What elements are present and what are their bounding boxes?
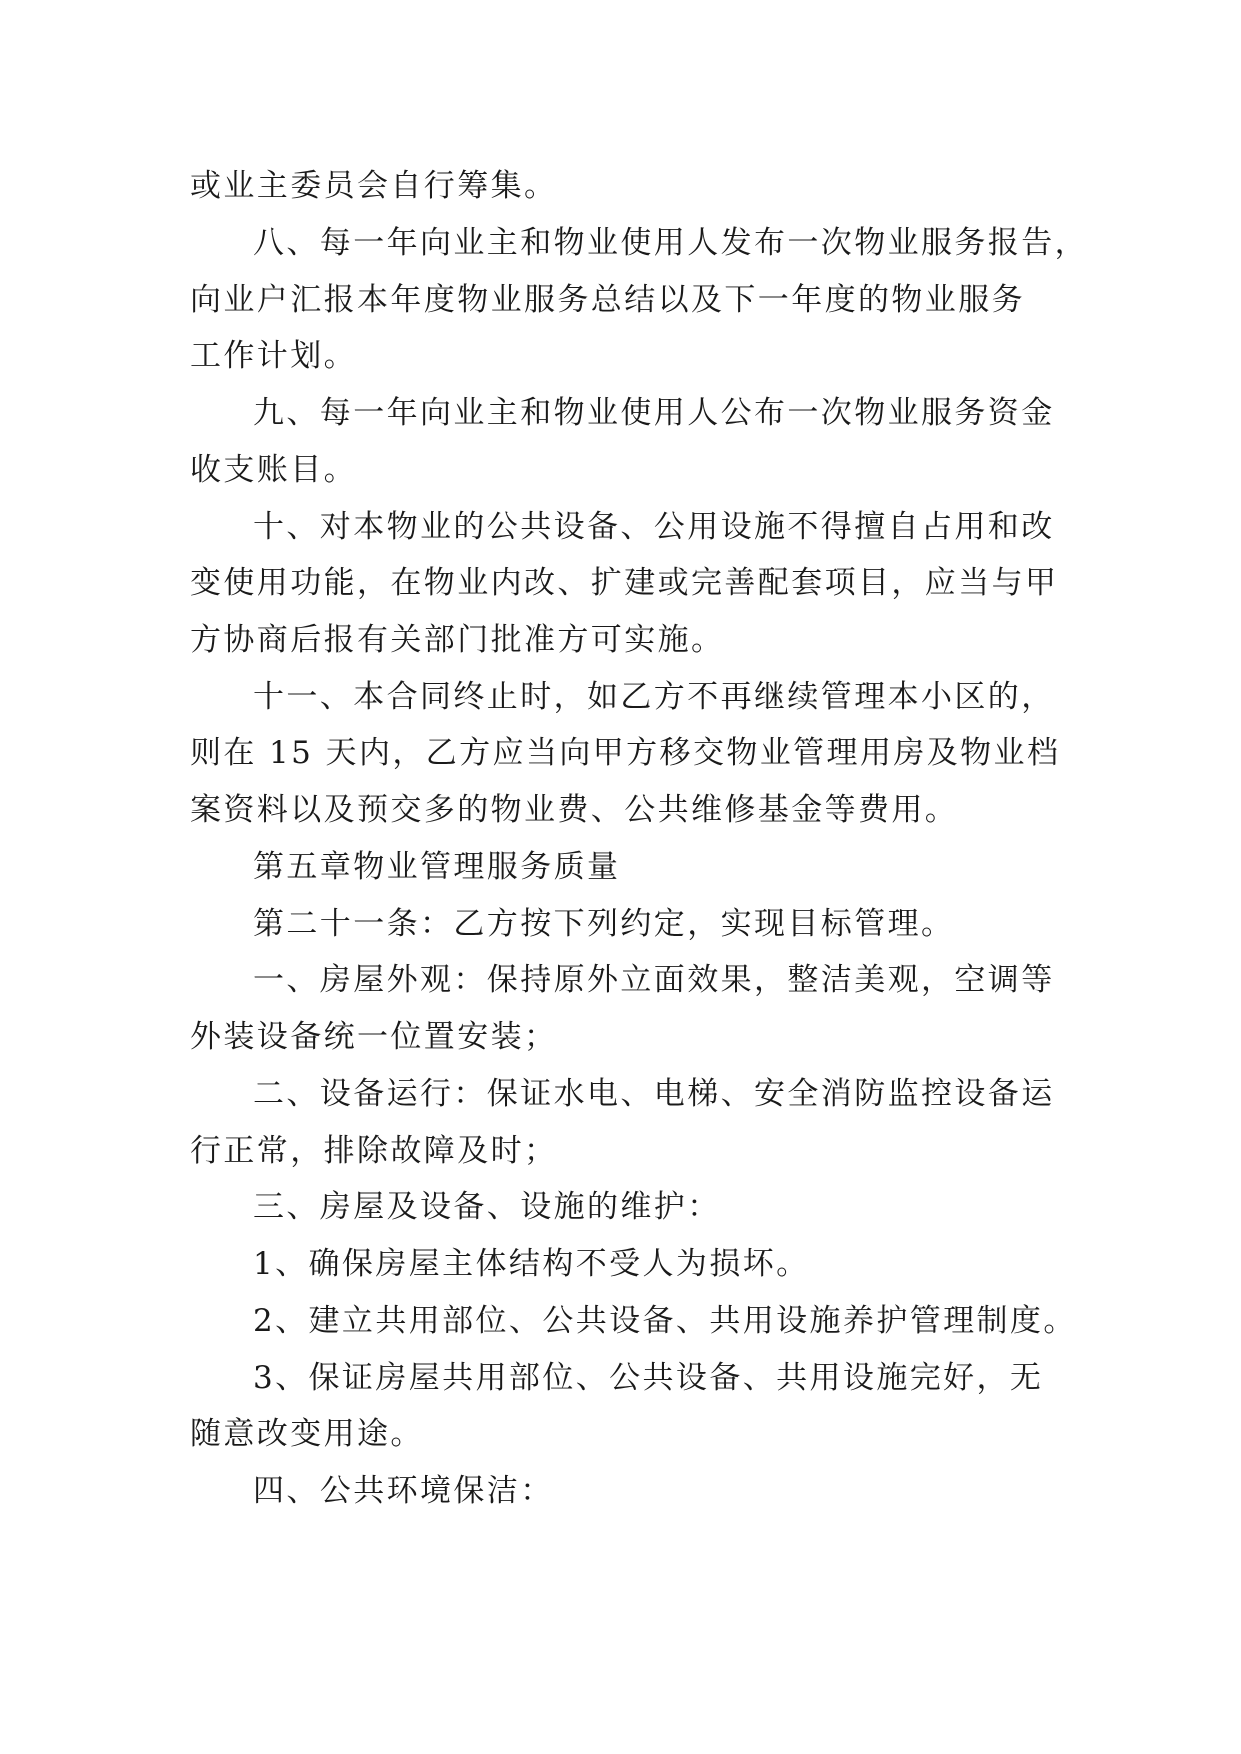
text-line: 八、每一年向业主和物业使用人发布一次物业服务报告， — [253, 225, 1088, 261]
text-line: 收支账目。 — [190, 452, 357, 488]
text-line: 三、房屋及设备、设施的维护： — [253, 1189, 721, 1225]
text-line: 一、房屋外观：保持原外立面效果，整洁美观，空调等 — [253, 962, 1055, 998]
text-line: 四、公共环境保洁： — [253, 1473, 554, 1509]
text-line: 向业户汇报本年度物业服务总结以及下一年度的物业服务 — [190, 282, 1025, 318]
text-line: 方协商后报有关部门批准方可实施。 — [190, 622, 725, 658]
text-line: 十、对本物业的公共设备、公用设施不得擅自占用和改 — [253, 509, 1055, 545]
section-heading: 第五章物业管理服务质量 — [253, 849, 621, 885]
text-line: 第二十一条：乙方按下列约定，实现目标管理。 — [253, 906, 955, 942]
text-line: 行正常，排除故障及时； — [190, 1133, 558, 1169]
text-line: 则在 15 天内，乙方应当向甲方移交物业管理用房及物业档 — [190, 735, 1061, 771]
text-line: 1、确保房屋主体结构不受人为损坏。 — [253, 1246, 810, 1282]
text-line: 随意改变用途。 — [190, 1416, 424, 1452]
text-line: 2、建立共用部位、公共设备、共用设施养护管理制度。 — [253, 1303, 1077, 1339]
text-line: 或业主委员会自行筹集。 — [190, 168, 558, 204]
text-line: 二、设备运行：保证水电、电梯、安全消防监控设备运 — [253, 1076, 1055, 1112]
text-line: 3、保证房屋共用部位、公共设备、共用设施完好，无 — [253, 1360, 1044, 1396]
text-line: 十一、本合同终止时，如乙方不再继续管理本小区的， — [253, 679, 1055, 715]
text-line: 外装设备统一位置安装； — [190, 1019, 558, 1055]
text-line: 工作计划。 — [190, 338, 357, 374]
text-line: 九、每一年向业主和物业使用人公布一次物业服务资金 — [253, 395, 1055, 431]
text-line: 变使用功能，在物业内改、扩建或完善配套项目，应当与甲 — [190, 565, 1059, 601]
text-line: 案资料以及预交多的物业费、公共维修基金等费用。 — [190, 792, 959, 828]
